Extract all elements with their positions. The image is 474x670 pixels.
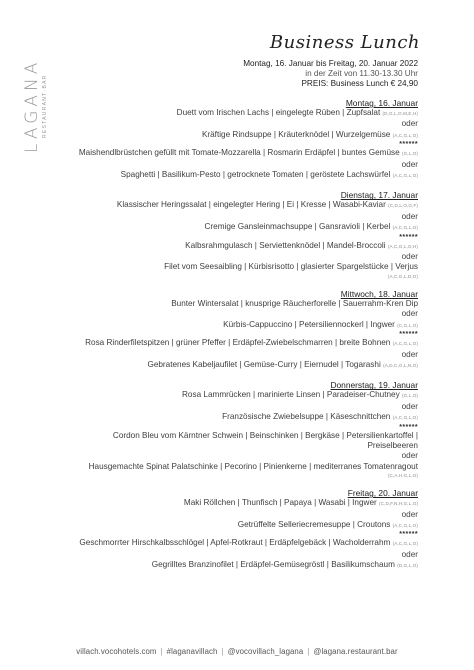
page-title: Business Lunch xyxy=(269,32,420,53)
menu-dish xyxy=(18,560,418,571)
dish-text: Geschmorrter Hirschkalbsschlögel | Apfel-Rotkraut | Erdäpfelgebäck | Wacholderrahm xyxy=(79,538,391,548)
dish-text: Maishendlbrüstchen gefüllt mit Tomate-Mozzarella | Rosmarin Erdäpfel | buntes Gemüse xyxy=(78,148,400,158)
menu-dish xyxy=(18,262,418,272)
day-title: Donnerstag, 19. Januar xyxy=(330,380,418,391)
dish-text: Duett vom Irischen Lachs | eingelegte Rüben | Zupfsalat xyxy=(176,108,381,117)
dish-text: Klassischer Heringssalat | eingelegter Hering | Ei | Kresse | Wasabi-Kaviar xyxy=(116,200,386,210)
days-list xyxy=(18,98,418,572)
menu-dish xyxy=(18,148,418,159)
logo-brand: LAGANA xyxy=(22,58,42,154)
footer-instagram-restaurant[interactable]: @lagana.restaurant.bar xyxy=(313,647,398,656)
dish-text: Bunter Wintersalat | knusprige Räucherforelle | Sauerrahm-Kren Dip xyxy=(171,298,418,308)
day-title: Mittwoch, 18. Januar xyxy=(340,288,418,299)
allergen-codes: (A,C,G,L,O) xyxy=(392,341,418,347)
footer-website[interactable]: villach.vocohotels.com xyxy=(76,647,157,656)
menu-dish xyxy=(18,200,418,211)
or-separator: oder xyxy=(401,159,418,169)
logo-tagline: RESTAURANT·BAR xyxy=(42,74,48,138)
allergen-codes: (G,L,O) xyxy=(401,151,418,157)
or-separator: oder xyxy=(401,309,418,319)
allergen-codes: (C,D,L,O,G,F) xyxy=(388,203,418,209)
menu-dish xyxy=(18,299,418,309)
course-divider: ****** xyxy=(399,331,418,339)
dish-text: Maki Röllchen | Thunfisch | Papaya | Wasabi | Ingwer xyxy=(183,498,377,508)
or-separator: oder xyxy=(401,509,418,519)
allergen-codes: (A,C,G,L,O) xyxy=(392,132,418,138)
dish-text: Kalbsrahmgulasch | Serviettenknödel | Mandel-Broccoli xyxy=(185,240,386,250)
day-title: Montag, 16. Januar xyxy=(345,98,418,108)
or-separator: oder xyxy=(401,119,418,129)
dish-text: Kräftige Rindsuppe | Kräuterknödel | Wurzelgemüse xyxy=(201,129,391,139)
allergen-codes: (A,C,G,L,O) xyxy=(392,415,418,421)
menu-dish xyxy=(18,108,418,119)
footer-hashtag[interactable]: #laganavillach xyxy=(166,647,218,656)
allergen-codes: (A,D,C,G,L,N,O) xyxy=(383,362,418,368)
dish-text: Spaghetti | Basilikum-Pesto | getrocknete Tomaten | geröstete Lachswürfel xyxy=(120,170,391,180)
allergen-codes: (D,G,L,O,M,E,H) xyxy=(382,111,418,116)
allergen-codes: (A,C,G,L,O) xyxy=(392,225,418,231)
or-separator: oder xyxy=(401,211,418,221)
dish-text: Gebratenes Kabeljaufilet | Gemüse-Curry | Eiernudel | Togarashi xyxy=(147,359,381,369)
footer-divider: | xyxy=(160,647,163,656)
menu-content xyxy=(18,30,418,581)
menu-dish xyxy=(18,390,418,401)
dish-text: Preiselbeeren xyxy=(367,440,418,450)
allergen-codes: (A,C,G,L,O) xyxy=(392,541,418,547)
dish-text: Französische Zwiebelsuppe | Käseschnittchen xyxy=(222,412,391,422)
allergen-codes: (A,C,G,L,D,O) xyxy=(387,273,418,279)
allergen-codes: (D,G,L,O) xyxy=(397,563,418,569)
dish-text: Rosa Lammrücken | marinierte Linsen | Paradeiser-Chutney xyxy=(182,390,400,400)
menu-dish xyxy=(18,360,418,371)
intro-dates: Montag, 16. Januar bis Freitag, 20. Januar 2022 xyxy=(243,59,418,68)
course-divider: ****** xyxy=(399,233,418,241)
menu-dish xyxy=(18,498,418,509)
or-separator: oder xyxy=(401,549,418,559)
or-separator: oder xyxy=(401,252,418,262)
intro-hours: in der Zeit von 11.30-13.30 Uhr xyxy=(305,69,418,78)
dish-text: Cremige Gansleinmachsuppe | Gansravioli | Kerbel xyxy=(204,222,391,232)
day-section xyxy=(18,380,418,479)
dish-text: Gegrilltes Branzinofilet | Erdäpfel-Gemüsegröstl | Basilikumschaum xyxy=(151,560,395,570)
day-section xyxy=(18,190,418,279)
course-divider: ****** xyxy=(399,141,418,149)
footer-divider: | xyxy=(221,647,224,656)
day-title: Freitag, 20. Januar xyxy=(347,488,418,499)
allergen-codes: (C,D,F,N,H,G,L,O) xyxy=(379,501,418,507)
day-title: Dienstag, 17. Januar xyxy=(340,190,418,201)
menu-dish xyxy=(18,170,418,181)
day-section xyxy=(18,488,418,571)
allergen-codes: (A,C,G,L,O) xyxy=(392,522,418,528)
intro xyxy=(18,59,418,89)
allergen-codes: (A,C,G,L,O,H) xyxy=(387,243,418,249)
menu-dish xyxy=(18,520,418,531)
dish-text: Kürbis-Cappuccino | Petersiliennockerl | Ingwer xyxy=(223,319,395,329)
day-section xyxy=(18,289,418,371)
intro-price: PREIS: Business Lunch € 24,90 xyxy=(301,79,418,88)
footer-instagram-hotel[interactable]: @vocovillach_lagana xyxy=(227,647,304,656)
dish-text: Hausgemachte Spinat Palatschinke | Pecorino | Pinienkerne | mediterranes Tomatenragout xyxy=(88,461,418,471)
allergen-codes: (A,C,G,L,O) xyxy=(392,173,418,179)
allergen-codes: (C,G,L,O) xyxy=(397,322,418,328)
footer-divider: | xyxy=(307,647,310,656)
menu-dish xyxy=(18,462,418,472)
menu-dish xyxy=(18,241,418,252)
dish-text: Filet vom Seesaibling | Kürbisrisotto | glasierter Spargelstücke | Verjus xyxy=(164,262,418,272)
footer xyxy=(0,647,474,656)
or-separator: oder xyxy=(401,349,418,359)
dish-text: Rosa Rinderfiletspitzen | grüner Pfeffer | Erdäpfel-Zwiebelschmarren | breite Bohnen xyxy=(85,338,391,348)
or-separator: oder xyxy=(401,451,418,461)
menu-dish xyxy=(18,338,418,349)
menu-dish xyxy=(18,431,418,441)
menu-dish xyxy=(18,222,418,233)
allergen-codes: (G,L,O) xyxy=(401,393,418,399)
dish-text: Cordon Bleu vom Kärntner Schwein | Beinschinken | Bergkäse | Petersilienkartoffel | xyxy=(112,430,418,440)
day-section xyxy=(18,98,418,181)
course-divider: ****** xyxy=(399,531,418,539)
menu-dish xyxy=(18,320,418,331)
menu-dish xyxy=(18,130,418,141)
menu-dish xyxy=(18,412,418,423)
course-divider: ****** xyxy=(399,423,418,431)
menu-dish xyxy=(18,441,418,451)
or-separator: oder xyxy=(401,401,418,411)
allergen-codes: (C,A,H,G,L,O) xyxy=(387,473,418,479)
menu-dish xyxy=(18,538,418,549)
dish-text: Getrüffelte Selleriecremesuppe | Croutons xyxy=(237,519,391,529)
